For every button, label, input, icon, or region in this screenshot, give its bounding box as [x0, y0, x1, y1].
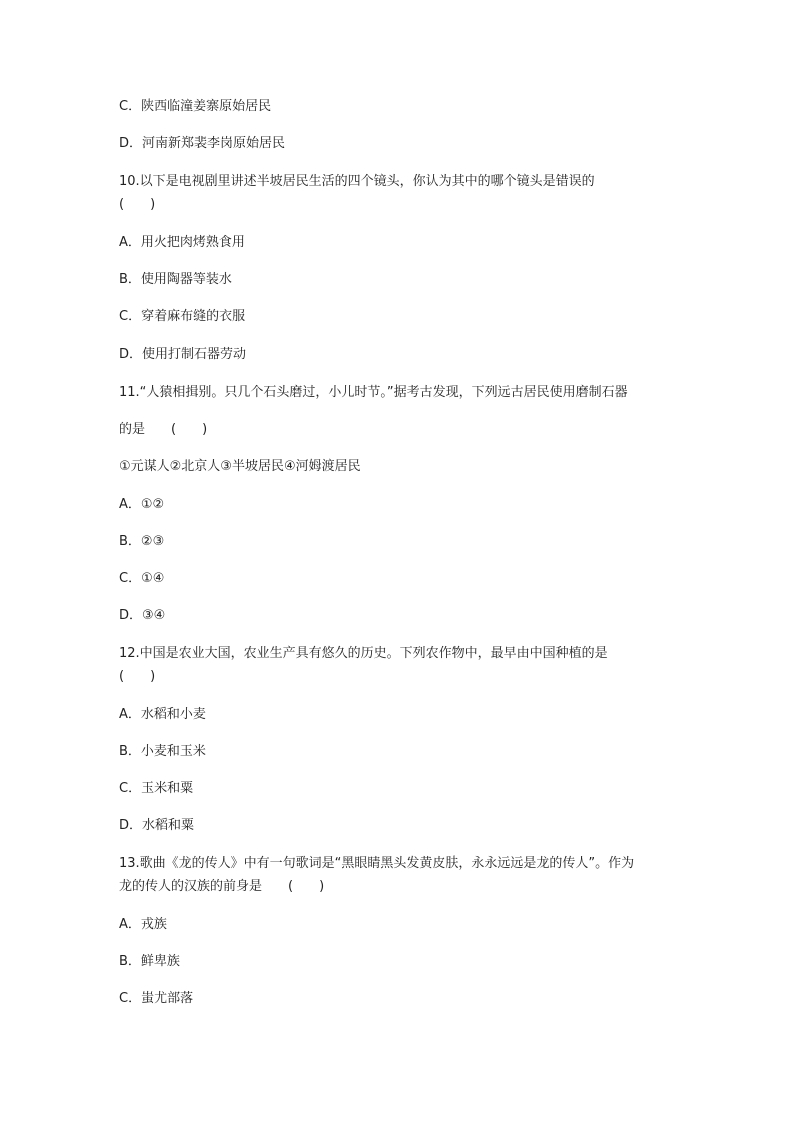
option-c-q11: C．①④ — [119, 571, 165, 586]
option-a-q11: A．①② — [119, 497, 165, 512]
question-11-items: ①元谋人②北京人③半坡居民④河姆渡居民 — [119, 459, 361, 474]
question-11-cont: 的是 ( ) — [119, 422, 208, 437]
option-c-q13: C．蚩尤部落 — [119, 991, 194, 1006]
option-c-q12: C．玉米和粟 — [119, 781, 194, 796]
option-a-q13: A．戎族 — [119, 917, 167, 932]
option-d-q9: D．河南新郑裴李岗原始居民 — [119, 136, 286, 151]
option-a-q10: A．用火把肉烤熟食用 — [119, 235, 245, 250]
option-d-q10: D．使用打制石器劳动 — [119, 347, 247, 362]
question-10: 10.以下是电视剧里讲述半坡居民生活的四个镜头，你认为其中的哪个镜头是错误的 — [119, 174, 595, 189]
question-12: 12.中国是农业大国，农业生产具有悠久的历史。下列农作物中，最早由中国种植的是 — [119, 646, 608, 661]
question-13-cont: 龙的传人的汉族的前身是 ( ) — [119, 879, 325, 894]
option-d-q11: D．③④ — [119, 608, 166, 623]
option-b-q10: B．使用陶器等装水 — [119, 272, 232, 287]
question-11: 11.“人猿相揖别。只几个石头磨过，小儿时节。”据考古发现，下列远古居民使用磨制石器 — [119, 385, 628, 400]
question-13: 13.歌曲《龙的传人》中有一句歌词是“黑眼睛黑头发黄皮肤，永永远远是龙的传人”。作为 — [119, 856, 635, 871]
question-12-blank: ( ) — [119, 669, 156, 684]
option-c-q10: C．穿着麻布缝的衣服 — [119, 309, 246, 324]
option-d-q12: D．水稻和粟 — [119, 818, 195, 833]
option-c-q9: C．陕西临潼姜寨原始居民 — [119, 99, 272, 114]
question-10-blank: ( ) — [119, 197, 156, 212]
option-a-q12: A．水稻和小麦 — [119, 707, 206, 722]
option-b-q11: B．②③ — [119, 534, 165, 549]
option-b-q13: B．鲜卑族 — [119, 954, 180, 969]
option-b-q12: B．小麦和玉米 — [119, 744, 206, 759]
